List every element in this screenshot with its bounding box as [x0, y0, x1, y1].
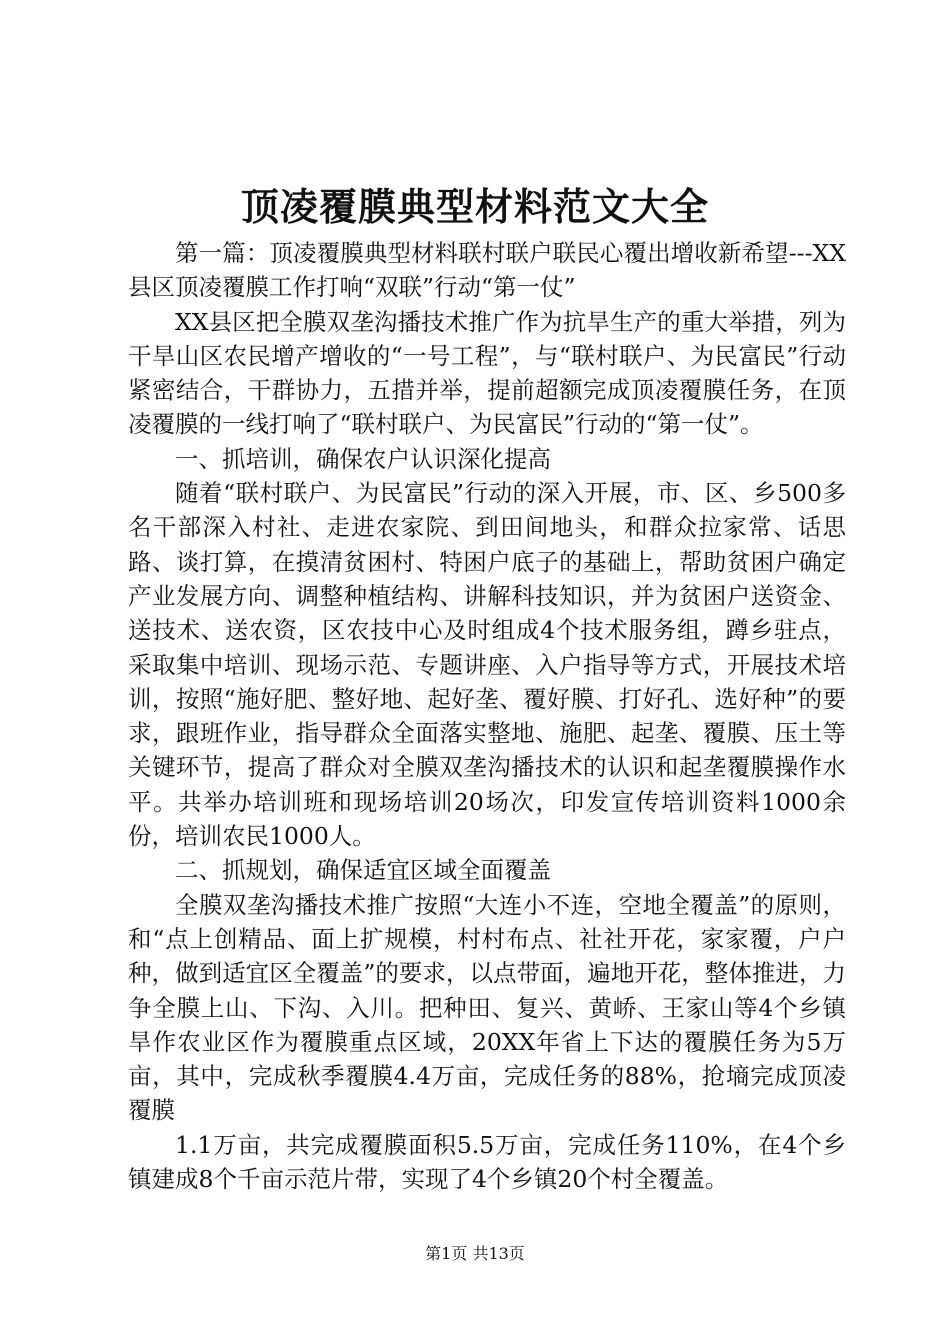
- section-heading-training: 一、抓培训，确保农户认识深化提高: [175, 444, 551, 473]
- paragraph-results: 1.1万亩，共完成覆膜面积5.5万亩，完成任务110%，在4个乡镇建成8个千亩示范片带，实现了4个乡镇20个村全覆盖。: [128, 1130, 846, 1194]
- paragraph-intro: 第一篇：顶凌覆膜典型材料联村联户联民心覆出增收新希望---XX县区顶凌覆膜工作打响“双联”行动“第一仗”: [128, 239, 846, 302]
- paragraph-planning: 全膜双垄沟播技术推广按照“大连小不连，空地全覆盖”的原则，和“点上创精品、面上扩规模，村村布点、社社开花，家家覆，户户种，做到适宜区全覆盖”的要求，以点带面，遍地开花，整体推进，力争全膜上山、下沟、入川。把种田、复兴、黄峤、王家山等4个乡镇旱作农业区作为覆膜重点区域，20XX年省上下达的覆膜任务为5万亩，其中，完成秋季覆膜4.4万亩，完成任务的88%，抢墒完成顶凌覆膜: [128, 890, 846, 1125]
- document-body: [128, 236, 846, 1196]
- paragraph-summary: XX县区把全膜双垄沟播技术推广作为抗旱生产的重大举措，列为干旱山区农民增产增收的“一号工程”，与“联村联户、为民富民”行动紧密结合，干群协力，五措并举，提前超额完成顶凌覆膜任务，在顶凌覆膜的一线打响了“联村联户、为民富民”行动的“第一仗”。: [128, 307, 846, 439]
- page-footer: 第1页 共13页: [425, 1244, 525, 1263]
- document-title: 顶凌覆膜典型材料范文大全: [240, 184, 709, 229]
- paragraph-training: 随着“联村联户、为民富民”行动的深入开展，市、区、乡500多名干部深入村社、走进农家院、到田间地头，和群众拉家常、话思路、谈打算，在摸清贫困村、特困户底子的基础上，帮助贫困户确定产业发展方向、调整种植结构、讲解科技知识，并为贫困户送资金、送技术、送农资，区农技中心及时组成4个技术服务组，蹲乡驻点，采取集中培训、现场示范、专题讲座、入户指导等方式，开展技术培训，按照“施好肥、整好地、起好垄、覆好膜、打好孔、选好种”的要求，跟班作业，指导群众全面落实整地、施肥、起垄、覆膜、压土等关键环节，提高了群众对全膜双垄沟播技术的认识和起垄覆膜操作水平。共举办培训班和现场培训20场次，印发宣传培训资料1000余份，培训农民1000人。: [128, 479, 846, 851]
- section-heading-planning: 二、抓规划，确保适宜区域全面覆盖: [175, 856, 551, 885]
